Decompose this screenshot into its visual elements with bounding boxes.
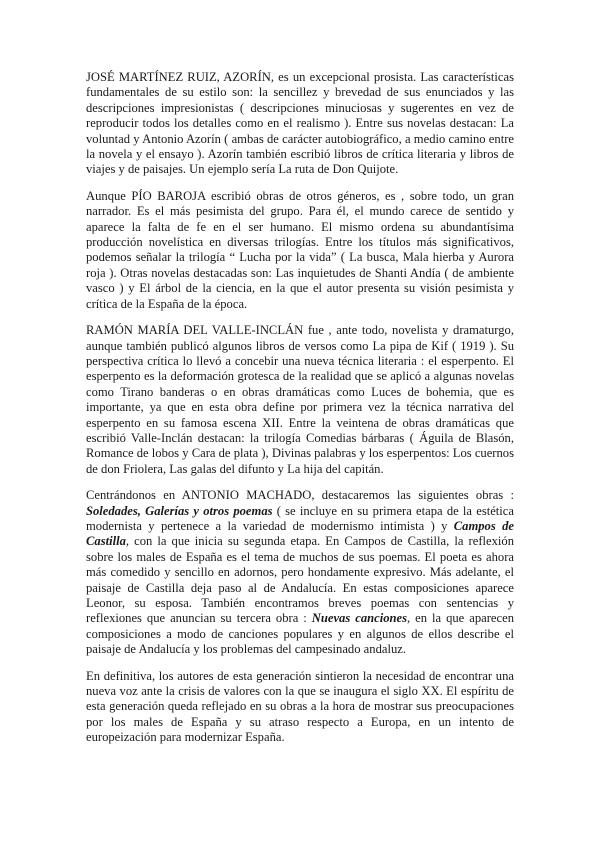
bold-text: obras dramáticas [242,384,331,399]
bold-text: segunda etapa [244,534,318,549]
bold-text: PÍO BAROJA [131,188,206,203]
bold-text: novelas [475,369,514,384]
text-run: ( 1919 ). Su perspectiva crítica lo llevó a concebir una nueva técnica literaria : [86,338,514,368]
text-run: escribió obras de otros géneros, es , sobre todo, un gran narrador. Es el más pesimista del grupo. Para él, el mundo carece de sentido y aparece la falta de fe en el ser humano. El mismo ordena su abundantísima producción novelística en diversas trilogías. Entre los títulos más significativos, podemos señalar la trilogía “ Lucha por la vida” ( [86,188,515,265]
text-run: ( [404,430,420,445]
italic-title: Tirano banderas [120,384,205,399]
paragraph-baroja [86,189,514,312]
text-run: ), [258,446,272,461]
text-run: ( ambas de carácter autobiográfico, a medio camino entre la novela y el ensayo ). Azorín también escribió libros de crítica literaria y libros de viajes y de paisajes. Un ejemplo sería [86,131,514,177]
italic-title: Campos de Castilla [344,534,447,549]
text-run: . [395,162,399,177]
text-run: , la reflexión sobre los males de España es el tema de muchos de sus poemas. El poeta es ahora más comedido y sencillo en adornos, pero hondamente expresivo. [86,534,514,580]
text-run: , destacaremos las siguientes obras : [311,488,515,503]
bold-text: En definitiva [86,668,152,683]
bold-text: su primera etapa [357,503,443,518]
italic-title: La voluntad [86,116,514,146]
bold-text: el esperpento [428,353,496,368]
text-run: . En [317,534,345,549]
text-run: ). Otras novelas destacadas son: [105,265,276,280]
bold-text: ANTONIO MACHADO [181,488,312,503]
text-run: ( de ambiente vasco ) y [86,265,514,296]
text-run: , con la que inicia su [125,534,245,549]
bold-text: Más adelante [429,565,498,580]
paragraph-azorin [86,70,514,178]
text-run: y [130,131,143,146]
text-run: , es un excepcional prosista. Las características fundamentales de su estilo son: la sencillez y brevedad de sus enunciados y las descripciones impresionistas ( descripciones minuciosas y sugerentes en vez de reproducir todos los detalles como en el realismo ). Entre sus novelas destacan: [86,70,514,131]
italic-title: Divinas palabras [271,446,357,461]
text-run: y [464,250,479,265]
text-run: . [380,461,384,476]
text-run: y [179,446,192,461]
italic-title: La hija del capitán [287,461,381,476]
text-run: que escribió Valle-Inclán destacan: la trilogía [86,415,514,445]
text-run: , en la que aparecen composiciones a modo de canciones populares y en algunos de ellos describe el paisaje de Andalucía y los problemas del campesinado andaluz. [86,611,514,657]
italic-title: La pipa de Kif [372,338,449,353]
bold-text: obras dramáticas [402,415,491,430]
text-run: , que es importante, ya que en esta obra define por primera vez la técnica narrativa del esperpento en su famosa escena XII. Entre la veintena de [86,384,514,430]
paragraph-conclusion [86,669,514,746]
text-run: como [330,384,372,399]
italic-title: Los cuernos de don Friolera, Las galas del difunto [86,446,514,476]
text-run: y los esperpentos: [356,446,453,461]
italic-title: La busca, Mala hierba [349,250,465,265]
italic-title: Antonio Azorín [142,131,221,146]
bold-italic-title: Nuevas canciones [311,611,408,626]
italic-title: La ruta de Don Quijote [278,162,396,177]
text-run: . El esperpento es la deformación grotesca de la realidad que se aplicó a algunas [86,353,514,384]
text-run: Aunque [86,188,132,203]
text-run: como [86,384,121,399]
text-run: , el paisaje de Castilla deja paso al de Andalucía. En estas composiciones aparece Leonor, su esposa. También encontramos breves poemas con sentencias y reflexiones que anuncian su tercera obra : [86,565,515,626]
italic-title: Aurora roja [86,250,514,280]
text-run: o en [204,384,242,399]
text-run: y [274,461,288,476]
bold-italic-title: Soledades, Galerías y otros poemas [86,503,273,518]
bold-text: RAMÓN MARÍA DEL VALLE-INCLÁN [86,323,304,338]
text-run: ( se incluye en [272,503,358,518]
italic-title: Cara de plata [191,446,259,461]
text-run: , los autores de esta generación sintieron la necesidad de encontrar una nueva voz ante la crisis de valores con la que se inaugura el siglo XX. El espíritu de esta generación queda reflejado en su obras a la hora de mostrar sus preocupaciones por los males de España y su atraso respecto a Europa, en un intento de europeización para modernizar España. [86,668,514,745]
paragraph-valle-inclan [86,323,514,477]
italic-title: Luces de bohemia [371,384,470,399]
italic-title: El árbol de la ciencia [139,281,252,296]
text-run: Centrándonos en [86,488,182,503]
text-run: de la estética modernista y pertenece a la variedad de modernismo intimista ) y [86,503,514,533]
bold-italic-title: Campos de Castilla [86,518,514,549]
italic-title: Comedias bárbaras [305,430,405,445]
text-run: , en la que el autor presenta su visión pesimista y crítica de la España de la época. [86,281,514,311]
text-run: fue , ante todo, novelista y dramaturgo, aunque también publicó algunos libros de versos como [86,323,514,353]
paragraph-machado [86,488,514,657]
bold-text: JOSÉ MARTÍNEZ RUIZ, AZORÍN [86,70,271,84]
italic-title: Las inquietudes de Shanti Andía [275,265,441,280]
italic-title: Águila de Blasón, Romance de lobos [86,430,515,461]
